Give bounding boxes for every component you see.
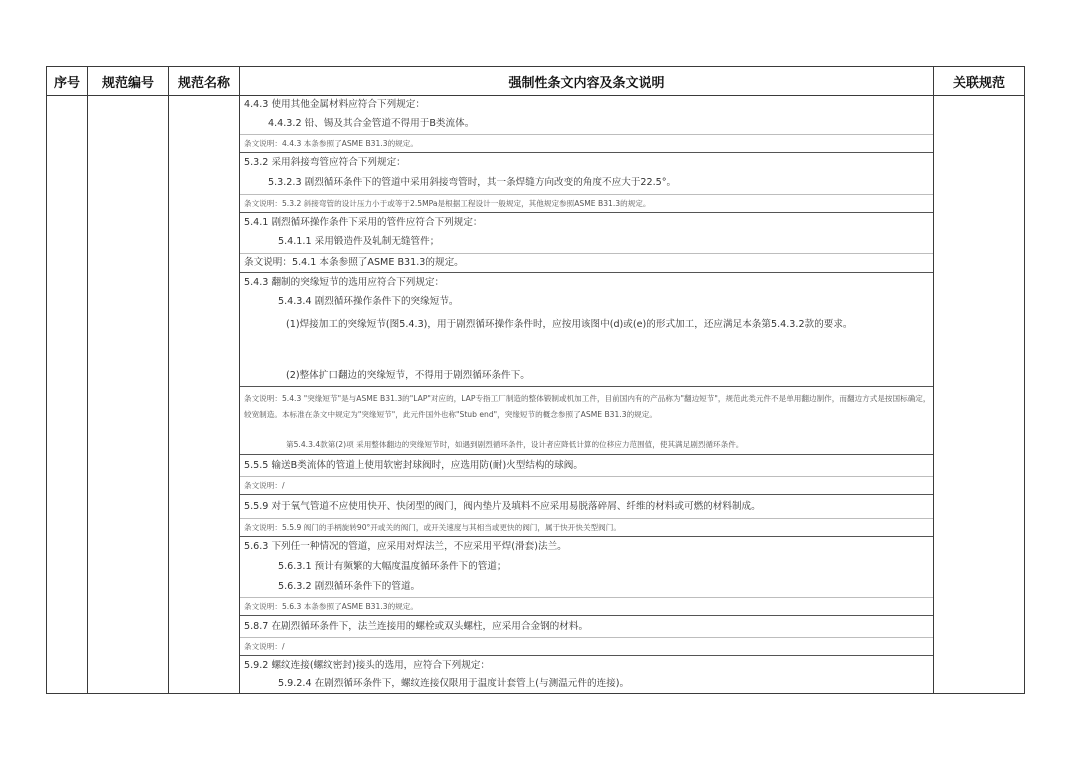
explanation-line: 条文说明：/ xyxy=(240,476,933,494)
clause-line: 5.8.7 在剧烈循环条件下，法兰连接用的螺栓或双头螺柱，应采用合金钢的材料。 xyxy=(240,615,933,637)
seq-cell xyxy=(47,96,88,694)
clause-list xyxy=(240,96,933,693)
clause-line: 5.3.2.3 剧烈循环条件下的管道中采用斜接弯管时，其一条焊缝方向改变的角度不应大于22.5°。 xyxy=(268,177,677,188)
explanation-line: 条文说明：/ xyxy=(240,637,933,655)
explanation-paragraph: 条文说明：5.4.3 "突缘短节"是与ASME B31.3的"LAP"对应的，LAP专指工厂制造的整体锻制或机加工件，目前国内有的产品称为"翻边短节"，规范此类元件不是单用翻边制作，而翻边方式是按国标确定，较宽制造。本标准在条文中规定为"突缘短节"，此元件国外也称"Stub end"，突缘短节的概念参照了ASME B31.3的规定。 xyxy=(240,386,933,436)
clause-paragraph: (1)焊接加工的突缘短节(图5.4.3)，用于剧烈循环操作条件时，应按用该图中(d)或(e)的形式加工，还应满足本条第5.4.3.2款的要求。 xyxy=(286,319,853,330)
clause-line: 5.9.2.4 在剧烈循环条件下，螺纹连接仅限用于温度计套管上(与测温元件的连接)。 xyxy=(278,678,630,689)
explanation-line: 条文说明：5.5.9 阀门的手柄旋转90°开或关的阀门，或开关速度与其相当或更快的阀门，属于快开快关型阀门。 xyxy=(240,518,933,536)
clause-line: 5.9.2 螺纹连接(螺纹密封)接头的选用，应符合下列规定： xyxy=(240,655,933,675)
name-cell xyxy=(169,96,240,694)
header-code: 规范编号 xyxy=(88,67,169,96)
clause-line: 5.6.3.1 预计有频繁的大幅度温度循环条件下的管道； xyxy=(278,561,507,572)
standards-table xyxy=(46,66,1025,694)
clause-line: 5.4.3.4 剧烈循环操作条件下的突缘短节。 xyxy=(278,296,459,307)
clause-line: 5.4.1.1 采用锻造件及轧制无缝管件； xyxy=(278,236,440,247)
explanation-line: 第5.4.3.4款第(2)项 采用整体翻边的突缘短节时，如遇到剧烈循环条件，设计者应降低计算的位移应力范围值，使其满足剧烈循环条件。 xyxy=(286,440,744,449)
clause-line: 4.4.3 使用其他金属材料应符合下列规定： xyxy=(244,99,425,110)
explanation-line: 条文说明：5.4.1 本条参照了ASME B31.3的规定。 xyxy=(240,253,933,272)
header-content: 强制性条文内容及条文说明 xyxy=(240,67,934,96)
table-row xyxy=(47,96,1025,694)
header-related: 关联规范 xyxy=(934,67,1025,96)
clause-line: 5.6.3 下列任一种情况的管道，应采用对焊法兰，不应采用平焊(滑套)法兰。 xyxy=(240,536,933,557)
related-cell xyxy=(934,96,1025,694)
content-cell xyxy=(240,96,934,694)
clause-line: 5.6.3.2 剧烈循环条件下的管道。 xyxy=(278,581,421,592)
code-cell xyxy=(88,96,169,694)
clause-line: 5.5.5 输送B类流体的管道上使用软密封球阀时，应选用防(耐)火型结构的球阀。 xyxy=(240,454,933,476)
table-header-row xyxy=(47,67,1025,96)
explanation-line: 条文说明：5.3.2 斜接弯管的设计压力小于或等于2.5MPa是根据工程设计一般规定，其他规定参照ASME B31.3的规定。 xyxy=(240,194,933,212)
clause-line: 5.5.9 对于氧气管道不应使用快开、快闭型的阀门，阀内垫片及填料不应采用易脱落碎屑、纤维的材料或可燃的材料制成。 xyxy=(240,494,933,518)
clause-line: 5.4.3 翻制的突缘短节的选用应符合下列规定： xyxy=(240,272,933,292)
explanation-line: 条文说明：4.4.3 本条参照了ASME B31.3的规定。 xyxy=(240,134,933,152)
explanation-line: 条文说明：5.6.3 本条参照了ASME B31.3的规定。 xyxy=(240,597,933,615)
clause-line: 5.4.1 剧烈循环操作条件下采用的管件应符合下列规定： xyxy=(240,212,933,232)
clause-line: 5.3.2 采用斜接弯管应符合下列规定： xyxy=(240,152,933,172)
header-name: 规范名称 xyxy=(169,67,240,96)
clause-line: 4.4.3.2 铅、锡及其合金管道不得用于B类流体。 xyxy=(268,118,475,129)
header-seq: 序号 xyxy=(47,67,88,96)
clause-line: (2)整体扩口翻边的突缘短节，不得用于剧烈循环条件下。 xyxy=(286,370,530,381)
